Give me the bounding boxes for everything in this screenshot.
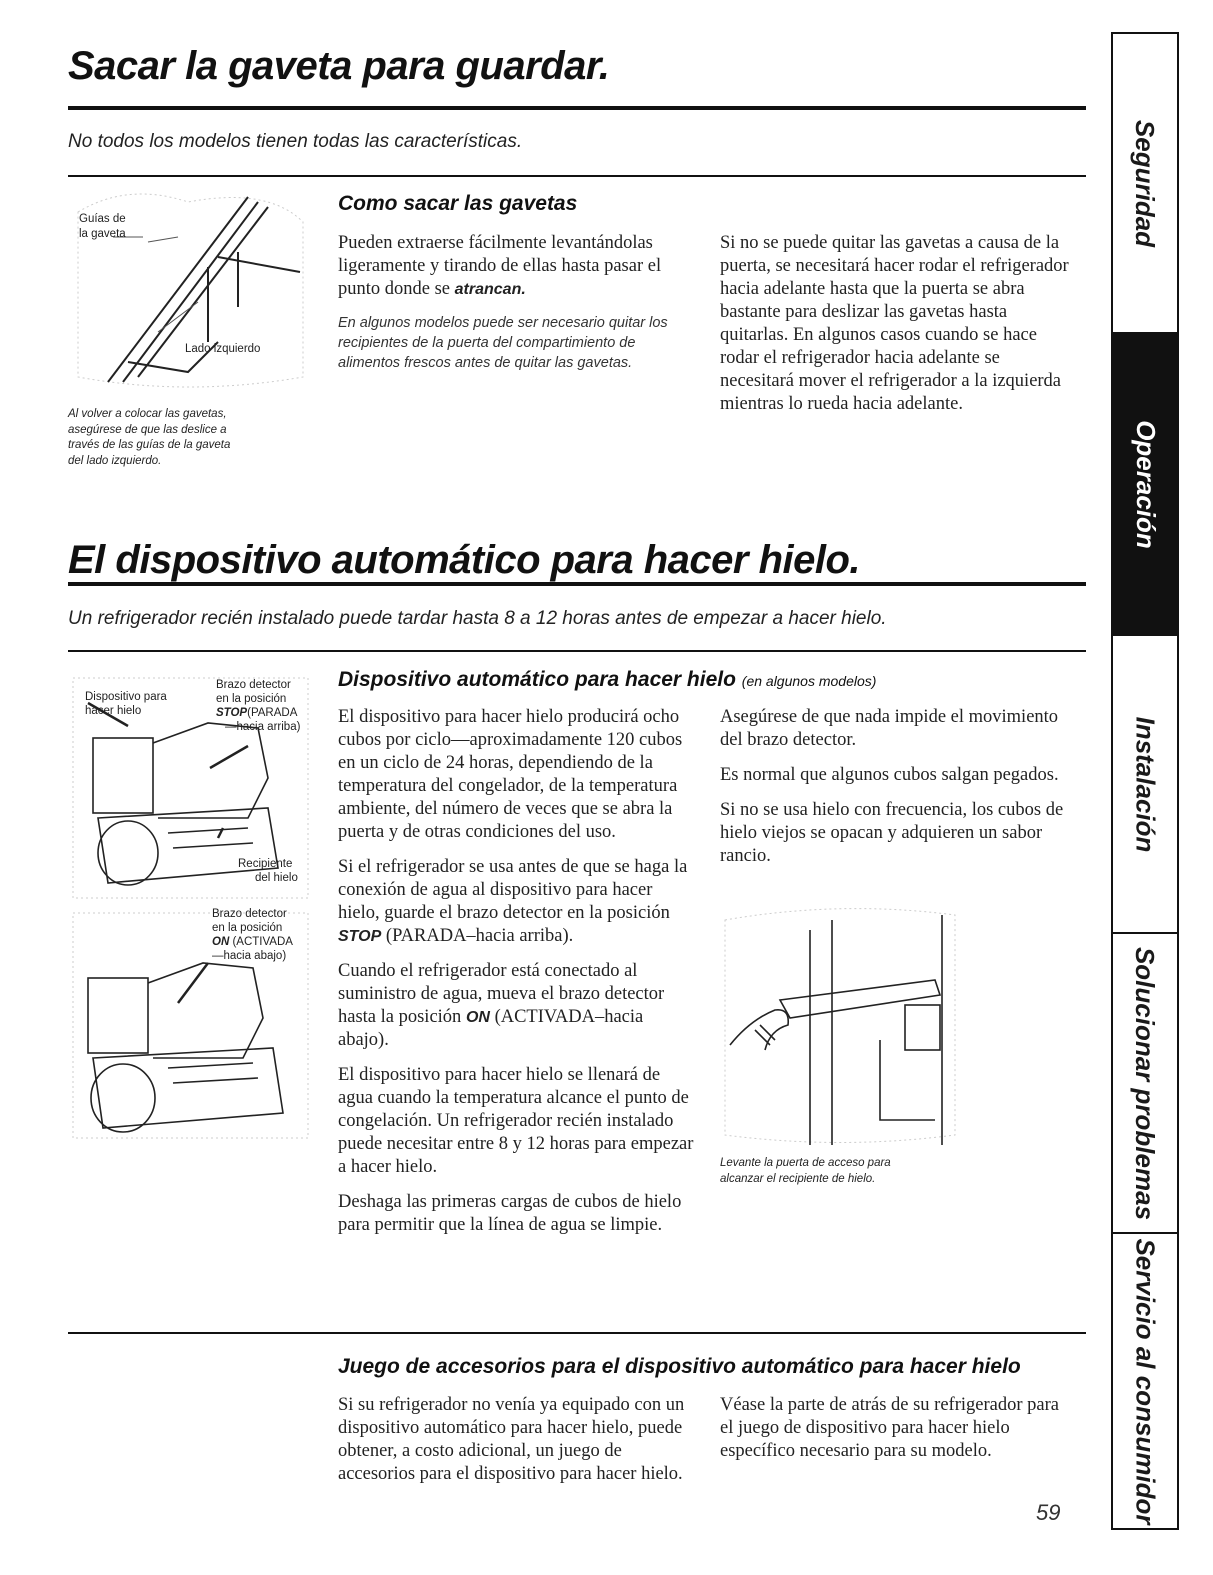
label-arm-on-2: en la posición [212, 922, 283, 934]
tab-solucionar-problemas[interactable] [1113, 934, 1177, 1234]
section2-heading [338, 668, 876, 692]
label-device-2: hacer hielo [85, 705, 142, 717]
figure3-caption [720, 1156, 980, 1187]
section-tabs [1111, 32, 1179, 1530]
label-bin-2: del hielo [255, 872, 298, 884]
tab-seguridad-label: Seguridad [1130, 119, 1161, 247]
figure1-caption-line-4: del lado izquierdo. [68, 454, 162, 467]
section1-col2: Si no se puede quitar las gavetas a causa de la puerta, se necesitará hacer rodar el refrigerador hacia adelante hasta que la puerta se abra bastante para deslizar las gavetas hasta quitarlas. En algunos casos cuando se hace rodar el refrigerador hacia adelante se necesitará mover el refrigerador a la izquierda mientras lo rueda hacia adelante. [720, 233, 1069, 414]
section2-col1-p4: El dispositivo para hacer hielo se llenará de agua cuando la temperatura alcance el punto de congelación. Un refrigerador recién instalado puede necesitar entre 8 y 12 horas para empezar a hacer hielo. [338, 1065, 694, 1177]
section2-col1-p3-b: (ACTIVADA–hacia abajo). [338, 1007, 644, 1050]
label-arm-on-3 [212, 935, 293, 949]
label-arm-stop-3 [216, 706, 297, 720]
label-bin-1: Recipiente [238, 858, 293, 870]
section2-title-rule [68, 582, 1086, 586]
label-on-bold: ON [212, 936, 230, 948]
label-on-rest: (ACTIVADA [232, 936, 293, 948]
section2-title: El dispositivo automático para hacer hielo. [68, 538, 861, 582]
section2-col1-p3-bold: ON [465, 1009, 490, 1026]
access-door-illustration [720, 900, 970, 1150]
section2-col2-p3: Si no se usa hielo con frecuencia, los cubos de hielo viejos se opacan y adquieren un sabor rancio. [720, 800, 1064, 866]
figure1-caption [68, 407, 308, 469]
section1-col1-note: En algunos modelos puede ser necesario quitar los recipientes de la puerta del compartimiento de alimentos frescos antes de quitar las gavetas. [338, 315, 668, 371]
label-stop-rest: (PARADA [247, 707, 298, 719]
label-arm-on-4: —hacia abajo) [212, 950, 287, 962]
section2-col1-p3 [338, 960, 698, 1052]
section2-subtitle: Un refrigerador recién instalado puede tardar hasta 8 a 12 horas antes de empezar a hacer hielo. [68, 608, 887, 629]
label-stop-bold: STOP [216, 707, 248, 719]
figure1-caption-line-2: asegúrese de que las deslice a [68, 423, 227, 436]
section2-heading-text: Dispositivo automático para hacer hielo [338, 668, 736, 691]
section2-col1-p3-a: Cuando el refrigerador está conectado al suministro de agua, mueva el brazo detector hasta la posición [338, 961, 665, 1027]
label-arm-stop-1: Brazo detector [216, 679, 291, 691]
page-number: 59 [1036, 1500, 1061, 1525]
tab-instalacion-label: Instalación [1130, 716, 1161, 852]
tab-solucionar-problemas-label: Solucionar problemas [1130, 946, 1161, 1220]
label-arm-stop-2: en la posición [216, 693, 287, 705]
section2-col2-p2: Es normal que algunos cubos salgan pegados. [720, 765, 1059, 785]
section1-col1-text: Pueden extraerse fácilmente levantándolas ligeramente y tirando de ellas hasta pasar el punto donde se [338, 233, 662, 299]
label-guides-1: Guías de [79, 213, 126, 225]
access-door-drawing [720, 900, 970, 1150]
section1-col1-paragraph [338, 232, 700, 301]
figure1-caption-line-3: través de las guías de la gaveta [68, 439, 231, 451]
figure3-caption-line-1: Levante la puerta de acceso para [720, 1157, 891, 1169]
label-left-side: Lado izquierdo [185, 343, 261, 355]
figure1-caption-line-1: Al volver a colocar las gavetas, [68, 408, 227, 420]
section2-col1-p2 [338, 856, 698, 948]
section2-divider [68, 650, 1086, 652]
section1-subtitle: No todos los modelos tienen todas las características. [68, 131, 523, 152]
section1-title: Sacar la gaveta para guardar. [68, 44, 610, 88]
tab-servicio-al-consumidor[interactable] [1113, 1234, 1177, 1528]
section1-divider [68, 175, 1086, 177]
tab-instalacion[interactable] [1113, 636, 1177, 934]
section1-col1-bold: atrancan. [454, 281, 526, 298]
section2-heading-note: (en algunos modelos) [741, 673, 877, 689]
section3-heading: Juego de accesorios para el dispositivo automático para hacer hielo [338, 1355, 1021, 1378]
tab-operacion[interactable] [1113, 334, 1177, 636]
section3-divider [68, 1332, 1086, 1334]
section3-col2: Véase la parte de atrás de su refrigerador para el juego de dispositivo para hacer hielo específico necesario para su modelo. [720, 1395, 1059, 1461]
label-device-1: Dispositivo para [85, 691, 167, 703]
tab-seguridad[interactable] [1113, 34, 1177, 334]
label-arm-stop-4: —hacia arriba) [225, 721, 301, 733]
section2-col1-p2-bold: STOP [338, 928, 382, 945]
section1-col1 [338, 232, 700, 373]
section1-title-rule [68, 106, 1086, 110]
section3-col1: Si su refrigerador no venía ya equipado con un dispositivo automático para hacer hielo, puede obtener, a costo adicional, un juego de accesorios para el dispositivo para hacer hielo. [338, 1395, 685, 1484]
tab-operacion-label: Operación [1130, 419, 1161, 549]
section2-col1-p1: El dispositivo para hacer hielo producirá ocho cubos por ciclo—aproximadamente 120 cubos en un ciclo de 24 horas, dependiendo de la temperatura del congelador, de la temperatura ambiente, del número de veces que se abra la puerta y de otras condiciones del uso. [338, 707, 683, 842]
figure3-caption-line-2: alcanzar el recipiente de hielo. [720, 1172, 876, 1185]
section2-col1-p2-b: (PARADA–hacia arriba). [385, 926, 574, 946]
section2-col2-p1: Asegúrese de que nada impide el movimiento del brazo detector. [720, 707, 1059, 750]
section2-col1-p2-a: Si el refrigerador se usa antes de que se haga la conexión de agua al dispositivo para hacer hielo, guarde el brazo detector en la posición [338, 857, 688, 923]
label-arm-on-1: Brazo detector [212, 908, 287, 920]
section1-heading: Como sacar las gavetas [338, 192, 578, 215]
tab-servicio-al-consumidor-label: Servicio al consumidor [1130, 1237, 1161, 1525]
section2-col1 [338, 706, 698, 1249]
section2-col2 [720, 706, 1075, 880]
label-guides-2: la gaveta [79, 228, 126, 240]
section2-col1-p5: Deshaga las primeras cargas de cubos de hielo para permitir que la línea de agua se limpie. [338, 1192, 682, 1235]
